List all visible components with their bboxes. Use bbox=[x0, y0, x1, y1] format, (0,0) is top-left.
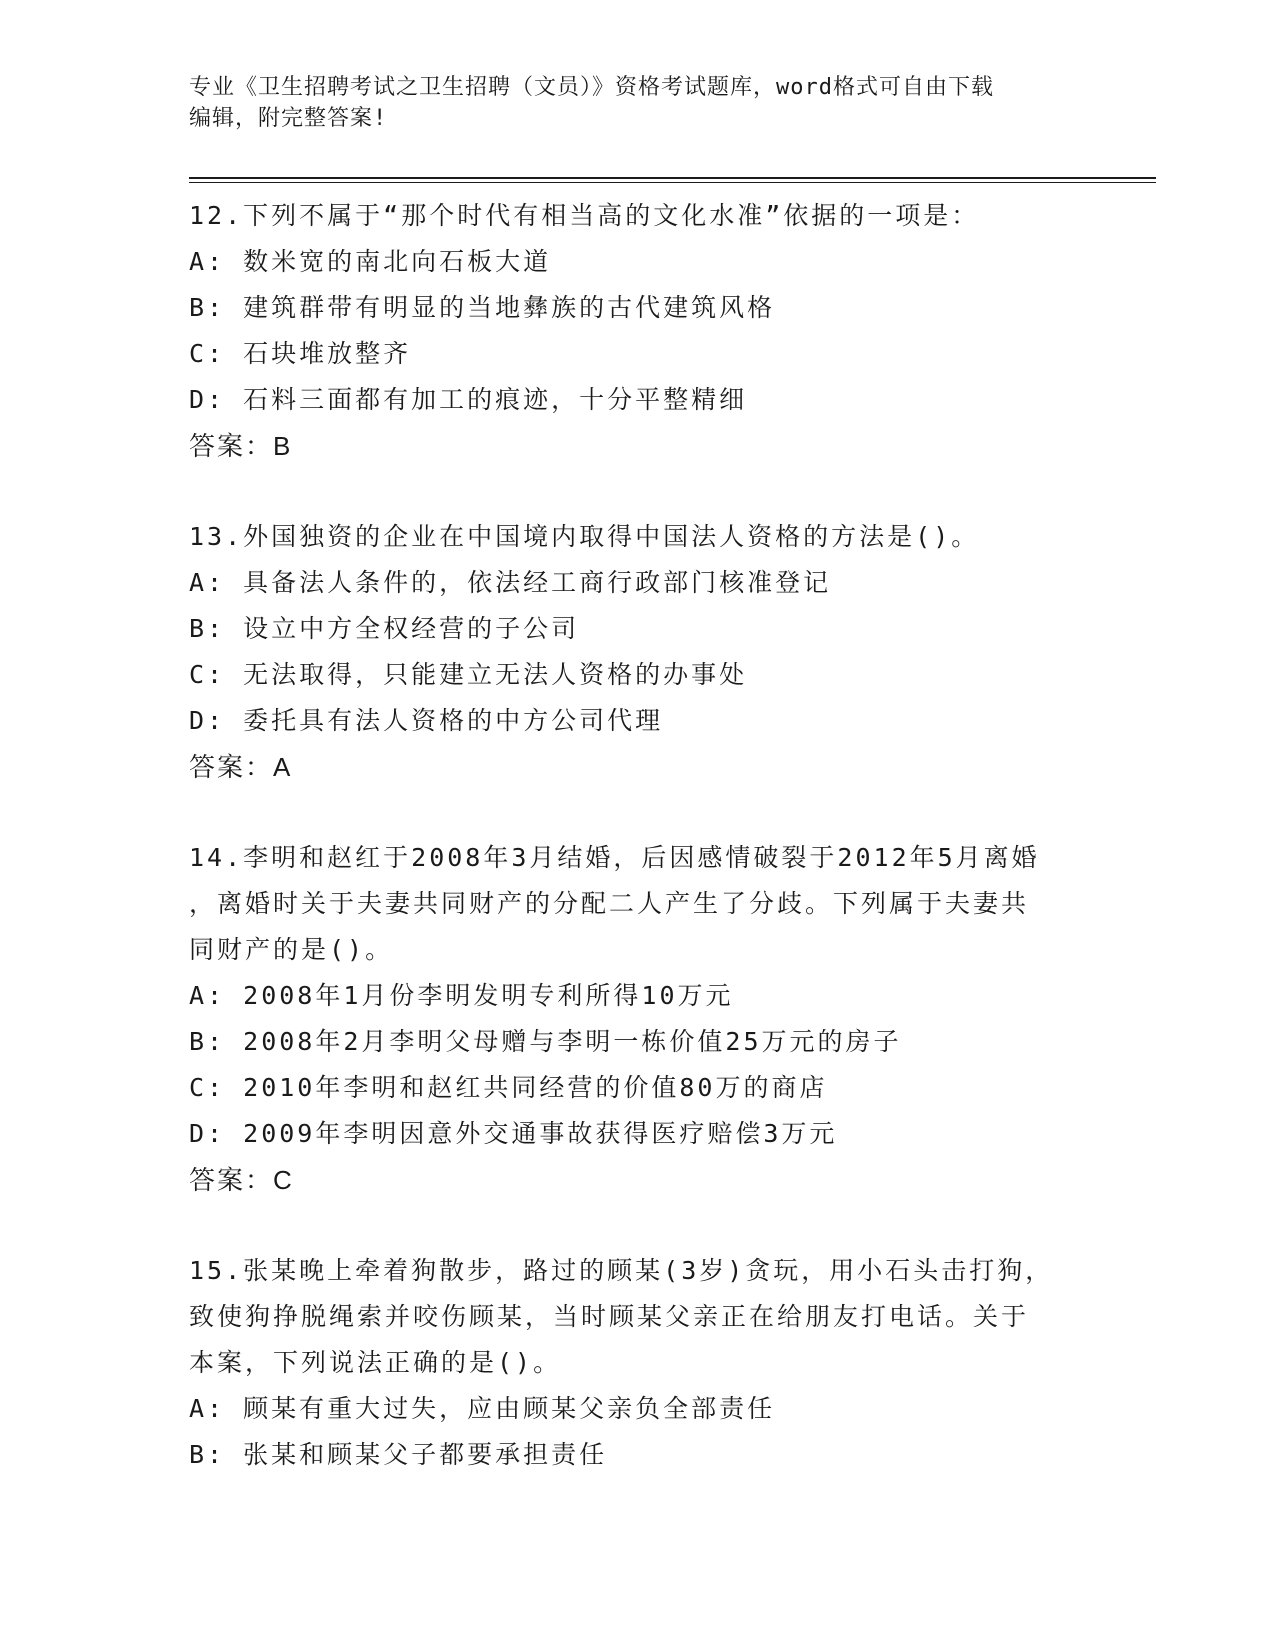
header-line-1: 专业《卫生招聘考试之卫生招聘（文员）》资格考试题库，word格式可自由下载 bbox=[189, 75, 994, 100]
option-d: D: 委托具有法人资格的中方公司代理 bbox=[189, 706, 664, 735]
question-list bbox=[189, 193, 1069, 1523]
option-b: B: 2008年2月李明父母赠与李明一栋价值25万元的房子 bbox=[189, 1027, 902, 1056]
option-b: B: 张某和顾某父子都要承担责任 bbox=[189, 1440, 608, 1469]
question-13 bbox=[189, 514, 1069, 790]
document-header bbox=[189, 72, 1089, 134]
question-14 bbox=[189, 835, 1069, 1203]
question-stem-line: 同财产的是()。 bbox=[189, 935, 394, 964]
option-b: B: 设立中方全权经营的子公司 bbox=[189, 614, 580, 643]
option-c: C: 无法取得，只能建立无法人资格的办事处 bbox=[189, 660, 748, 689]
question-stem-line: 致使狗挣脱绳索并咬伤顾某，当时顾某父亲正在给朋友打电话。关于 bbox=[189, 1302, 1030, 1331]
question-stem: 12.下列不属于“那个时代有相当高的文化水准”依据的一项是： bbox=[189, 201, 980, 230]
header-line-2: 编辑，附完整答案! bbox=[189, 106, 388, 131]
option-c: C: 2010年李明和赵红共同经营的价值80万的商店 bbox=[189, 1073, 828, 1102]
option-b: B: 建筑群带有明显的当地彝族的古代建筑风格 bbox=[189, 293, 776, 322]
option-d: D: 石料三面都有加工的痕迹，十分平整精细 bbox=[189, 385, 748, 414]
option-a: A: 顾某有重大过失，应由顾某父亲负全部责任 bbox=[189, 1394, 776, 1423]
option-c: C: 石块堆放整齐 bbox=[189, 339, 412, 368]
question-stem-line: ，离婚时关于夫妻共同财产的分配二人产生了分歧。下列属于夫妻共 bbox=[189, 889, 1030, 918]
answer-label: 答案：C bbox=[189, 1165, 294, 1195]
answer-label: 答案：A bbox=[189, 752, 293, 782]
question-stem-line: 本案，下列说法正确的是()。 bbox=[189, 1348, 562, 1377]
option-d: D: 2009年李明因意外交通事故获得医疗赔偿3万元 bbox=[189, 1119, 838, 1148]
question-12 bbox=[189, 193, 1069, 469]
question-15 bbox=[189, 1248, 1069, 1478]
answer-label: 答案：B bbox=[189, 431, 293, 461]
header-divider bbox=[189, 177, 1156, 179]
question-stem-line: 15.张某晚上牵着狗散步，路过的顾某(3岁)贪玩，用小石头击打狗， bbox=[189, 1256, 1054, 1285]
option-a: A: 具备法人条件的，依法经工商行政部门核准登记 bbox=[189, 568, 832, 597]
option-a: A: 数米宽的南北向石板大道 bbox=[189, 247, 552, 276]
header-divider-thin bbox=[189, 182, 1156, 183]
question-stem: 13.外国独资的企业在中国境内取得中国法人资格的方法是()。 bbox=[189, 522, 980, 551]
question-stem-line: 14.李明和赵红于2008年3月结婚，后因感情破裂于2012年5月离婚 bbox=[189, 843, 1040, 872]
option-a: A: 2008年1月份李明发明专利所得10万元 bbox=[189, 981, 734, 1010]
